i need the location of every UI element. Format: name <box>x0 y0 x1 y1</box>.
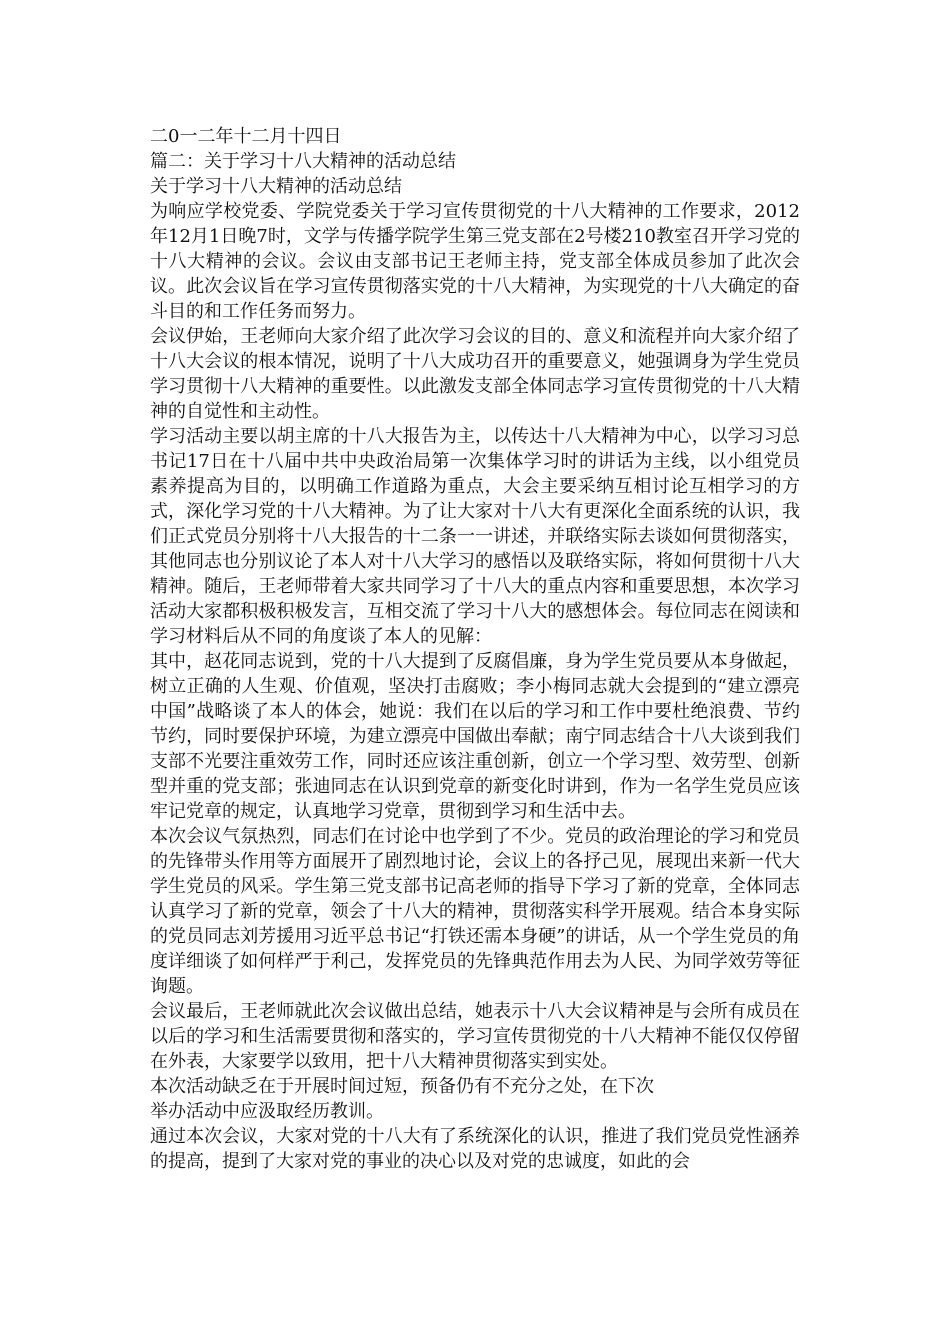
paragraph-intro: 为响应学校党委、学院党委关于学习宣传贯彻党的十八大精神的工作要求，2012年12月1日晚7时，文学与传播学院学生第三党支部在2号楼210教室召开学习党的十八大精神的会议。会议由支部书记王老师主持，党支部全体成员参加了此次会议。此次会议旨在学习宣传贯彻落实党的十八大精神，为实现党的十八大确定的奋斗目的和工作任务而努力。 <box>150 201 800 322</box>
paragraph-speeches: 其中，赵花同志说到，党的十八大提到了反腐倡廉，身为学生党员要从本身做起，树立正确的人生观、价值观，坚决打击腐败；李小梅同志就大会提到的“建立漂亮中国”战略谈了本人的体会，她说：我们在以后的学习和工作中要杜绝浪费、节约节约，同时要保护环境，为建立漂亮中国做出奉献；南宁同志结合十八大谈到我们支部不光要注重效劳工作，同时还应该注重创新，创立一个学习型、效劳型、创新型并重的党支部；张迪同志在认识到党章的新变化时讲到，作为一名学生党员应该牢记党章的规定，认真地学习党章，贯彻到学习和生活中去。 <box>150 651 800 822</box>
document-page <box>150 124 800 1174</box>
document-date: 二0一二年十二月十四日 <box>150 126 342 147</box>
paragraph-conclusion: 通过本次会议，大家对党的十八大有了系统深化的认识，推进了我们党员党性涵养的提高，提到了大家对党的事业的决心以及对党的忠诚度，如此的会 <box>150 1126 800 1172</box>
paragraph-summary: 会议最后，王老师就此次会议做出总结，她表示十八大会议精神是与会所有成员在以后的学习和生活需要贯彻和落实的，学习宣传贯彻党的十八大精神不能仅仅停留在外表，大家要学以致用，把十八大精神贯彻落实到实处。 <box>150 1001 800 1072</box>
paragraph-opening: 会议伊始，王老师向大家介绍了此次学习会议的目的、意义和流程并向大家介绍了十八大会议的根本情况，说明了十八大成功召开的重要意义，她强调身为学生党员学习贯彻十八大精神的重要性。以此激发支部全体同志学习宣传贯彻党的十八大精神的自觉性和主动性。 <box>150 326 800 422</box>
paragraph-shortcoming-cont: 举办活动中应汲取经历教训。 <box>150 1101 384 1122</box>
paragraph-shortcoming: 本次活动缺乏在于开展时间过短，预备仍有不充分之处，在下次 <box>150 1076 654 1097</box>
section-title: 篇二：关于学习十八大精神的活动总结 <box>150 151 456 172</box>
paragraph-activity: 学习活动主要以胡主席的十八大报告为主，以传达十八大精神为中心，以学习习总书记17日在十八届中共中央政治局第一次集体学习时的讲话为主线，以小组党员素养提高为目的，以明确工作道路为重点，大会主要采纳互相讨论互相学习的方式，深化学习党的十八大精神。为了让大家对十八大有更深化全面系统的认识，我们正式党员分别将十八大报告的十二条一一讲述，并联络实际去谈如何贯彻落实，其他同志也分别议论了本人对十八大学习的感悟以及联络实际，将如何贯彻十八大精神。随后，王老师带着大家共同学习了十八大的重点内容和重要思想，本次学习活动大家都积极积极发言，互相交流了学习十八大的感想体会。每位同志在阅读和学习材料后从不同的角度谈了本人的见解： <box>150 426 800 647</box>
paragraph-atmosphere: 本次会议气氛热烈，同志们在讨论中也学到了不少。党员的政治理论的学习和党员的先锋带头作用等方面展开了剧烈地讨论，会议上的各抒己见，展现出来新一代大学生党员的风采。学生第三党支部书记高老师的指导下学习了新的党章，全体同志认真学习了新的党章，领会了十八大的精神，贯彻落实科学开展观。结合本身实际的党员同志刘芳援用习近平总书记“打铁还需本身硬”的讲话，从一个学生党员的角度详细谈了如何样严于利己，发挥党员的先锋典范作用去为人民、为同学效劳等征询题。 <box>150 826 800 997</box>
document-title: 关于学习十八大精神的活动总结 <box>150 176 402 197</box>
